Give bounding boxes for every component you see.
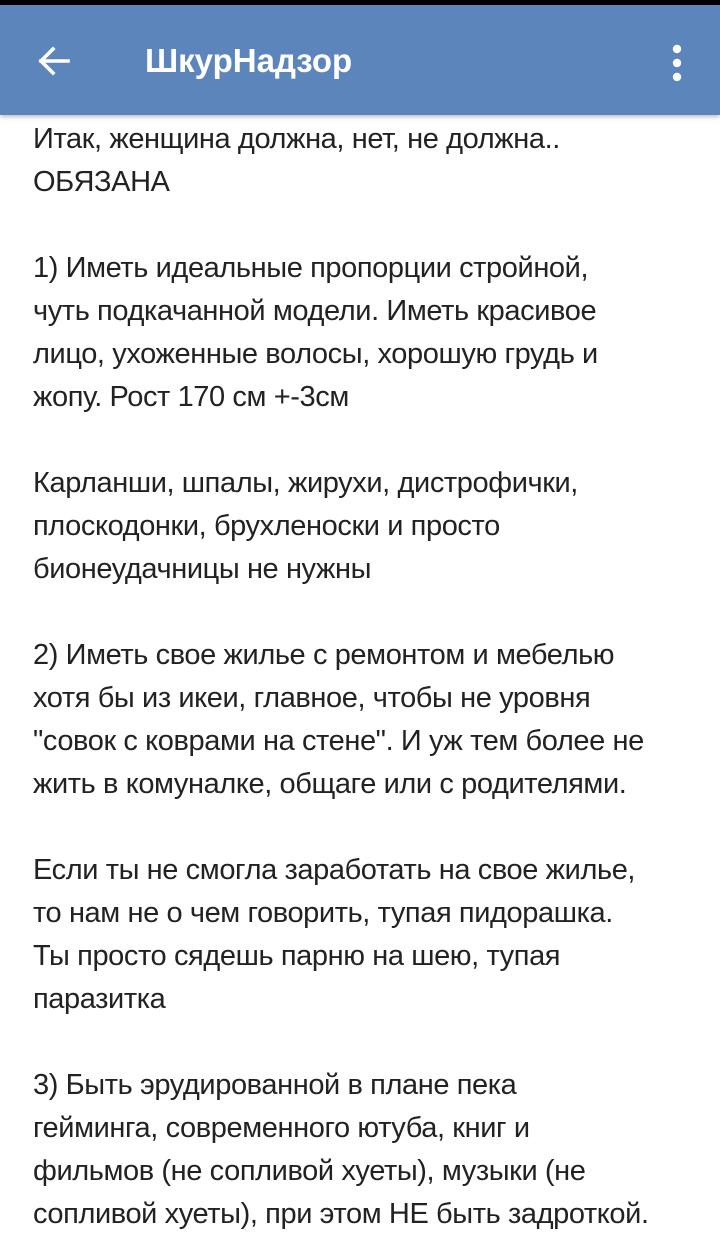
back-button[interactable] [22,29,86,93]
more-options-button[interactable] [652,33,702,93]
arrow-left-icon [34,41,74,81]
post-content[interactable] [0,115,720,1233]
more-vertical-icon [670,43,684,83]
post-text: Итак, женщина должна, нет, не должна.. ОБЯЗАНА 1) Иметь идеальные пропорции стройной, чуть подкачанной модели. Иметь красивое лицо, ухоженные волосы, хорошую грудь и жопу. Рост 170 см +-3см Карланши, шпалы, жирухи, дистрофички, плоскодонки, брухленоски и просто бионеудачницы не нужны 2) Иметь свое жилье с ремонтом и мебелью хотя бы из икеи, главное, чтобы не уровня "совок с коврами на стене". И уж тем более не жить в комуналке, общаге или с родителями. Если ты не смогла заработать на свое жилье, то нам не о чем говорить, тупая пидорашка. Ты просто сядешь парню на шею, тупая паразитка 3) Быть эрудированной в плане пека гейминга, современного ютуба, книг и фильмов (не сопливой хуеты), музыки (не сопливой хуеты), при этом НЕ быть задроткой. [33,123,649,1230]
app-title: ШкурНадзор [145,42,353,79]
app-bar [0,5,720,115]
